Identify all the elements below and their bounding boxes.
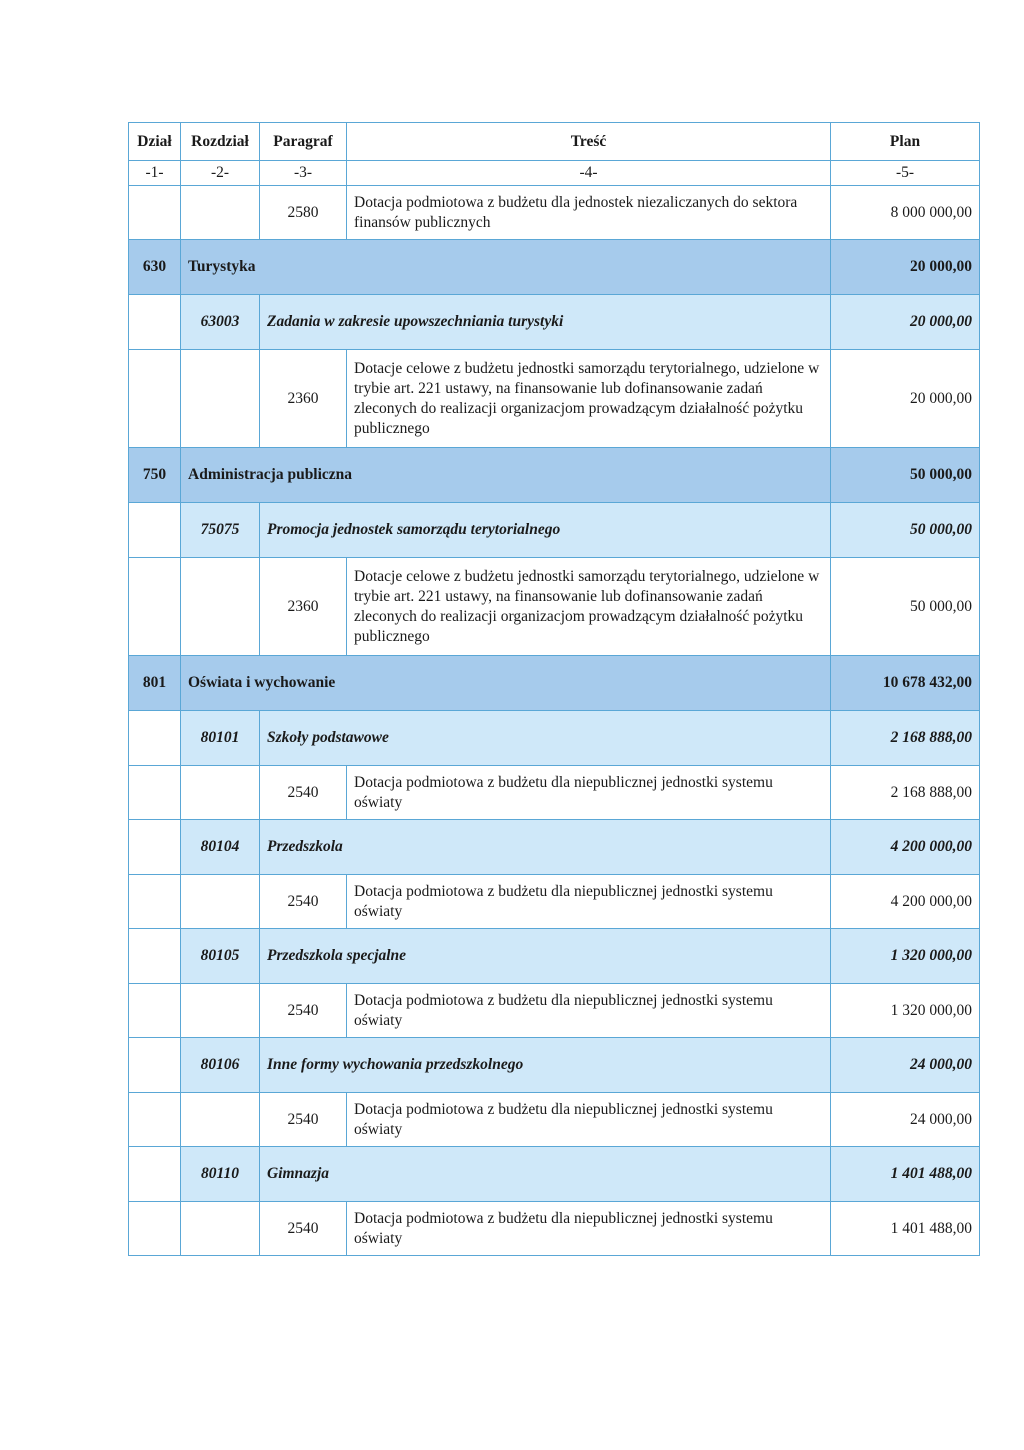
paragraf-code: 2360 [260, 350, 347, 448]
dzial-plan: 20 000,00 [831, 240, 980, 295]
paragraf-code: 2360 [260, 558, 347, 656]
empty-cell [129, 711, 181, 766]
rozdzial-plan: 2 168 888,00 [831, 711, 980, 766]
empty-cell [181, 558, 260, 656]
paragraf-plan: 4 200 000,00 [831, 875, 980, 929]
empty-cell [129, 984, 181, 1038]
rozdzial-plan: 4 200 000,00 [831, 820, 980, 875]
paragraf-plan: 8 000 000,00 [831, 186, 980, 240]
rozdzial-name: Zadania w zakresie upowszechniania turystyki [260, 295, 831, 350]
column-number: -2- [181, 161, 260, 186]
empty-cell [129, 929, 181, 984]
column-number-row [129, 161, 980, 186]
rozdzial-row [129, 711, 980, 766]
rozdzial-row [129, 1147, 980, 1202]
empty-cell [129, 766, 181, 820]
empty-cell [181, 875, 260, 929]
paragraf-plan: 50 000,00 [831, 558, 980, 656]
paragraf-code: 2540 [260, 984, 347, 1038]
dzial-row [129, 448, 980, 503]
empty-cell [129, 503, 181, 558]
rozdzial-plan: 1 401 488,00 [831, 1147, 980, 1202]
rozdzial-plan: 24 000,00 [831, 1038, 980, 1093]
header-paragraf: Paragraf [260, 123, 347, 161]
column-number: -3- [260, 161, 347, 186]
column-number: -4- [347, 161, 831, 186]
paragraf-row [129, 875, 980, 929]
paragraf-description: Dotacja podmiotowa z budżetu dla niepublicznej jednostki systemu oświaty [347, 984, 831, 1038]
paragraf-description: Dotacja podmiotowa z budżetu dla jednostek niezaliczanych do sektora finansów publicznych [347, 186, 831, 240]
rozdzial-code: 80105 [181, 929, 260, 984]
rozdzial-row [129, 1038, 980, 1093]
paragraf-code: 2580 [260, 186, 347, 240]
rozdzial-code: 63003 [181, 295, 260, 350]
dzial-code: 630 [129, 240, 181, 295]
paragraf-description: Dotacje celowe z budżetu jednostki samorządu terytorialnego, udzielone w trybie art. 221 ustawy, na finansowanie lub dofinansowanie zadań zleconych do realizacji organizacjom prowadzącym działalność pożytku publicznego [347, 350, 831, 448]
empty-cell [129, 558, 181, 656]
empty-cell [129, 295, 181, 350]
paragraf-plan: 1 401 488,00 [831, 1202, 980, 1256]
header-plan: Plan [831, 123, 980, 161]
rozdzial-row [129, 295, 980, 350]
paragraf-row [129, 1202, 980, 1256]
rozdzial-name: Promocja jednostek samorządu terytorialnego [260, 503, 831, 558]
empty-cell [181, 350, 260, 448]
empty-cell [181, 186, 260, 240]
paragraf-row [129, 186, 980, 240]
rozdzial-code: 80106 [181, 1038, 260, 1093]
paragraf-description: Dotacja podmiotowa z budżetu dla niepublicznej jednostki systemu oświaty [347, 1093, 831, 1147]
column-number: -1- [129, 161, 181, 186]
budget-table [128, 122, 980, 1256]
rozdzial-row [129, 820, 980, 875]
dzial-row [129, 240, 980, 295]
rozdzial-code: 80110 [181, 1147, 260, 1202]
rozdzial-name: Szkoły podstawowe [260, 711, 831, 766]
empty-cell [129, 350, 181, 448]
paragraf-description: Dotacja podmiotowa z budżetu dla niepublicznej jednostki systemu oświaty [347, 1202, 831, 1256]
empty-cell [129, 1202, 181, 1256]
rozdzial-name: Przedszkola specjalne [260, 929, 831, 984]
empty-cell [129, 1093, 181, 1147]
empty-cell [129, 820, 181, 875]
rozdzial-plan: 20 000,00 [831, 295, 980, 350]
dzial-plan: 50 000,00 [831, 448, 980, 503]
paragraf-plan: 2 168 888,00 [831, 766, 980, 820]
empty-cell [181, 1202, 260, 1256]
empty-cell [181, 766, 260, 820]
rozdzial-row [129, 503, 980, 558]
rozdzial-name: Przedszkola [260, 820, 831, 875]
paragraf-description: Dotacja podmiotowa z budżetu dla niepublicznej jednostki systemu oświaty [347, 875, 831, 929]
rozdzial-row [129, 929, 980, 984]
dzial-name: Turystyka [181, 240, 831, 295]
header-dzial: Dział [129, 123, 181, 161]
paragraf-plan: 20 000,00 [831, 350, 980, 448]
empty-cell [181, 984, 260, 1038]
dzial-name: Administracja publiczna [181, 448, 831, 503]
dzial-code: 750 [129, 448, 181, 503]
paragraf-code: 2540 [260, 766, 347, 820]
paragraf-description: Dotacje celowe z budżetu jednostki samorządu terytorialnego, udzielone w trybie art. 221 ustawy, na finansowanie lub dofinansowanie zadań zleconych do realizacji organizacjom prowadzącym działalność pożytku publicznego [347, 558, 831, 656]
paragraf-row [129, 350, 980, 448]
empty-cell [181, 1093, 260, 1147]
dzial-plan: 10 678 432,00 [831, 656, 980, 711]
dzial-row [129, 656, 980, 711]
column-number: -5- [831, 161, 980, 186]
paragraf-code: 2540 [260, 1093, 347, 1147]
dzial-code: 801 [129, 656, 181, 711]
empty-cell [129, 1147, 181, 1202]
empty-cell [129, 875, 181, 929]
header-row [129, 123, 980, 161]
dzial-name: Oświata i wychowanie [181, 656, 831, 711]
empty-cell [129, 186, 181, 240]
rozdzial-plan: 50 000,00 [831, 503, 980, 558]
paragraf-row [129, 1093, 980, 1147]
header-rozdzial: Rozdział [181, 123, 260, 161]
paragraf-row [129, 984, 980, 1038]
rozdzial-code: 80104 [181, 820, 260, 875]
header-tresc: Treść [347, 123, 831, 161]
rozdzial-name: Inne formy wychowania przedszkolnego [260, 1038, 831, 1093]
paragraf-row [129, 766, 980, 820]
rozdzial-code: 75075 [181, 503, 260, 558]
rozdzial-plan: 1 320 000,00 [831, 929, 980, 984]
paragraf-code: 2540 [260, 1202, 347, 1256]
empty-cell [129, 1038, 181, 1093]
paragraf-description: Dotacja podmiotowa z budżetu dla niepublicznej jednostki systemu oświaty [347, 766, 831, 820]
paragraf-row [129, 558, 980, 656]
rozdzial-code: 80101 [181, 711, 260, 766]
paragraf-plan: 24 000,00 [831, 1093, 980, 1147]
paragraf-code: 2540 [260, 875, 347, 929]
paragraf-plan: 1 320 000,00 [831, 984, 980, 1038]
rozdzial-name: Gimnazja [260, 1147, 831, 1202]
